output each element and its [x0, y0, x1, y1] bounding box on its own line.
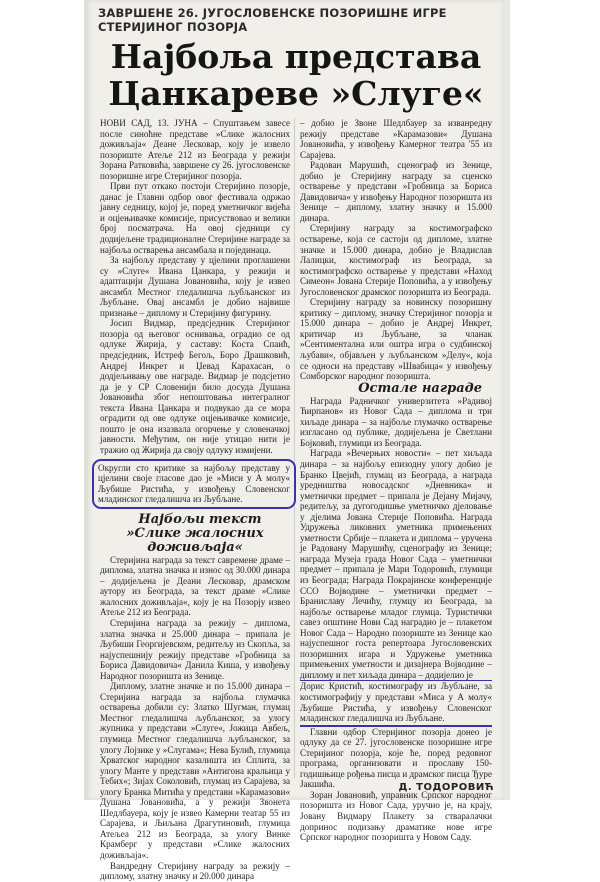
- handwritten-underline-highlight: Дорис Кристић, костимографу из Љубљане, за костимографију у представи »Миса у А молу« Љубише Ристића, у извођењу Словенског младинског гледалишча из Љубљане.: [300, 680, 492, 726]
- paragraph: Стеријина награда за текст савремене драме – диплома, златна значка и износ од 30.000 динара – додијељена је Деани Лесковар, драмском аутору из Београда, за текст драме »Слике жалосних доживљаја«, коју је на Позорју извео Атеље 212 из Београда.: [100, 554, 290, 618]
- scan-edge-right: [504, 0, 510, 800]
- paragraph: Стеријину награду за новинску позоришну критику – диплому, значку Стеријиног позорја и 15.000 динара – добио је Андреј Инкрет, критичар из Љубљане, за чланак »Сентиментална или оштра игра о судбинској љубави«, објављен у љубљанском »Делу«, која се односи на представу »Швабица« у извођењу Сомборског народног позоришта.: [300, 297, 492, 382]
- kicker: ЗАВРШЕНЕ 26. ЈУГОСЛОВЕНСКЕ ПОЗОРИШНЕ ИГРЕ СТЕРИЈИНОГ ПОЗОРЈА: [98, 6, 447, 34]
- article-column-left: [100, 118, 290, 882]
- paragraph: Диплому, златне значке и по 15.000 динара – Стеријина награда за најбоља глумачка остварења добили су: Златко Шугман, глумац Местног гледалишча љубљанског, за улогу жупника у представи »Слуге«, Јожица Авбељ, глумица Местног гледалишча љубљанског, за улогу Лојзике у »Слугама«; Нева Булић, глумица Хрватског народног казалишта из Сплита, за улогу Манте у представи »Антигона кральица у Тебих«; Зијах Соколовић, глумац из Сарајева, за улогу Бранка Митића у представи »Карамазови« Душана Јовановића, а у режији Звонета Шедлбауера, коју је извео Камерни театар 55 из Сарајева, и Љиљана Драгутиновић, глумица Атељеа 212 из Београда, за улогу Винке Крамберг у представи »Слике жалосних доживљаја«.: [100, 681, 290, 860]
- column-divider: [294, 118, 295, 778]
- paragraph: Радован Марушић, сценограф из Зенице, добио је Стеријину награду за сценско остварење у представи »Гробница за Бориса Давидовича« у извођењу Народног позоришта из Зенице – диплому, златну значку и 15.000 динара.: [300, 160, 492, 223]
- paragraph: Стеријина награда за режију – диплома, златна значка и 25.000 динара – припала је Љубиши Георгијевском, редитељу из Скопља, за најуспешнију режију представе »Гробница за Бориса Давидовича« Данила Киша, у извођењу Народног позоришта из Зенице.: [100, 617, 290, 681]
- paragraph: Награда »Вечерњих новости« – пет хиљада динара – за најбољу епизодну улогу добио је Бранко Цвејић, глумац из Београда, а награда уредништва новосадског »Дневника« и уметнички предмет – припала је Дејану Мијачу, редитељу, за дугогодишње уметничко дјеловање у дјелима Јована Стерије Поповића. Награда Удружења ликовних уметника примењених уметности Србије – плакета и диплома – уручена је Радовану Марушићу, сценографу из Зенице; награда Музеја града Новог Сада – уметнички предмет – припала је Мари Тодоровић, глумици из Београда; Награда Покрајинске конференције ССО Војводине – уметнички предмет – Браниславу Лечићу, глумцу из Београда, за најбоље остварење младог глумца. Туристички савез општине Нови Сад наградио је – плакетом Новог Сада – Народно позориште из Зенице као најуспешног госта репертоара Југословенских позоришних игара и Удружење уметника примењених уметности и дизајнера Војводине – диплому и пет хиљада динара – додијелио је: [300, 448, 492, 680]
- paragraph: Стеријину награду за костимографско остварење, која се састоји од дипломе, златне значке и 15.000 динара, добио је Владислав Лалицки, костимограф из Београда, за костимографско остварење у представи »Наход Симеон« Јована Стерије Поповића, а у извођењу Југословенског драмског позоришта из Београда.: [300, 223, 492, 297]
- subheading: Остале награде: [358, 380, 482, 396]
- paragraph: Вандредну Стеријину награду за режију – диплому, златну значку и 20.000 динара: [100, 860, 290, 882]
- handwritten-circle-highlight: [92, 459, 296, 509]
- paragraph: Први пут откако постоји Стеријино позорје, данас је Главни одбор овог фестивала одржао јавну седницу, којој је, поред уметничког вијећа и оцјењивачке комисије, присуствовао и велики број посматрача. На овој сједници су додијељене традиционалне Стеријине награде за најбоља остварења ансамбала и појединаца.: [100, 181, 290, 255]
- paragraph: НОВИ САД, 13. ЈУНА – Спуштањем завесе после синоћне представе »Слике жалосних доживљаја« Деане Лесковар, коју је извело позориште Атеље 212 из Београда у режији Зорана Ратковића, завршене су 26. југословенске позоришне игре Стеријиног позорја.: [100, 118, 290, 181]
- newspaper-clipping: [88, 0, 504, 882]
- paragraph: За најбољу представу у цјелини проглашени су »Слуге« Ивана Цанкара, у режији и адаптацији Душана Јовановића, коју је извео ансамбл Местног гледалишча љубљанског из Љубљане. Овај ансамбл је добио највише признање – диплому и Стеријину фигурину.: [100, 255, 290, 318]
- paragraph: Главни одбор Стеријиног позорја донео је одлуку да се 27. југословенске позоришне игре Стеријиног позорја, које ће, поред редовног програма, организовати и прославу 150-годишњице рођења писца и драмског писца Ђуре Јакшића.: [300, 726, 492, 790]
- article-column-right: [300, 118, 492, 843]
- paragraph: Награда Радничког универзитета »Радивој Ћирпанов« из Новог Сада – диплома и три хиљаде динара – за најбоље глумачко остварење изгласано од публике, додијељена је Светлани Бојковић, глумици из Београда.: [300, 395, 492, 448]
- byline: Д. ТОДОРОВИЋ: [398, 782, 494, 793]
- paragraph: Јосип Видмар, предсједник Стеријиног позорја од његовог оснивања, оградио се од одлуке Жирија, у саставу: Коста Спаић, предсједник, Истреф Бегољ, Боро Драшковић, Андреј Инкрет и Џевад Карахасан, о додјељивању ове награде. Видмар је подсјетио да је у СР Словенији било досуда Душана Јовановића због непоштовања интегралног текста Ивана Цанкара и подвукао да се мора оградити од ове одлуке оцјењивачке комисије, пошто је она изазвала огорчење у словеначкој јавности. Међутим, он није утицао нити је тражио од Жирија да своју одлуку измијени.: [100, 318, 290, 455]
- subheading: Најбољи текст »Слике жалосних доживљаја«: [126, 511, 264, 555]
- paragraph: – добио је Звоне Шедлбауер за изванредну режију представе »Карамазови« Душана Јовановића, у извођењу Камерног театра '55 из Сарајева.: [300, 118, 492, 160]
- headline: Најбоља представа Цанкареве »Слуге«: [108, 37, 484, 113]
- paragraph: Зоран Јовановић, управник Српског народног позоришта из Новог Сада, уручио је, на крају, Јовану Видмару Плакету за стваралачки допринос подизању драматике нове игре Српског народног позоришта у Новом Саду.: [300, 789, 492, 843]
- highlighted-paragraph: Округли сто критике за најбољу представу у цјелини своје гласове дао је »Миси у А молу« Љубише Ристића, у извођењу Словенског младинског гледалишча из Љубљане.: [98, 462, 290, 505]
